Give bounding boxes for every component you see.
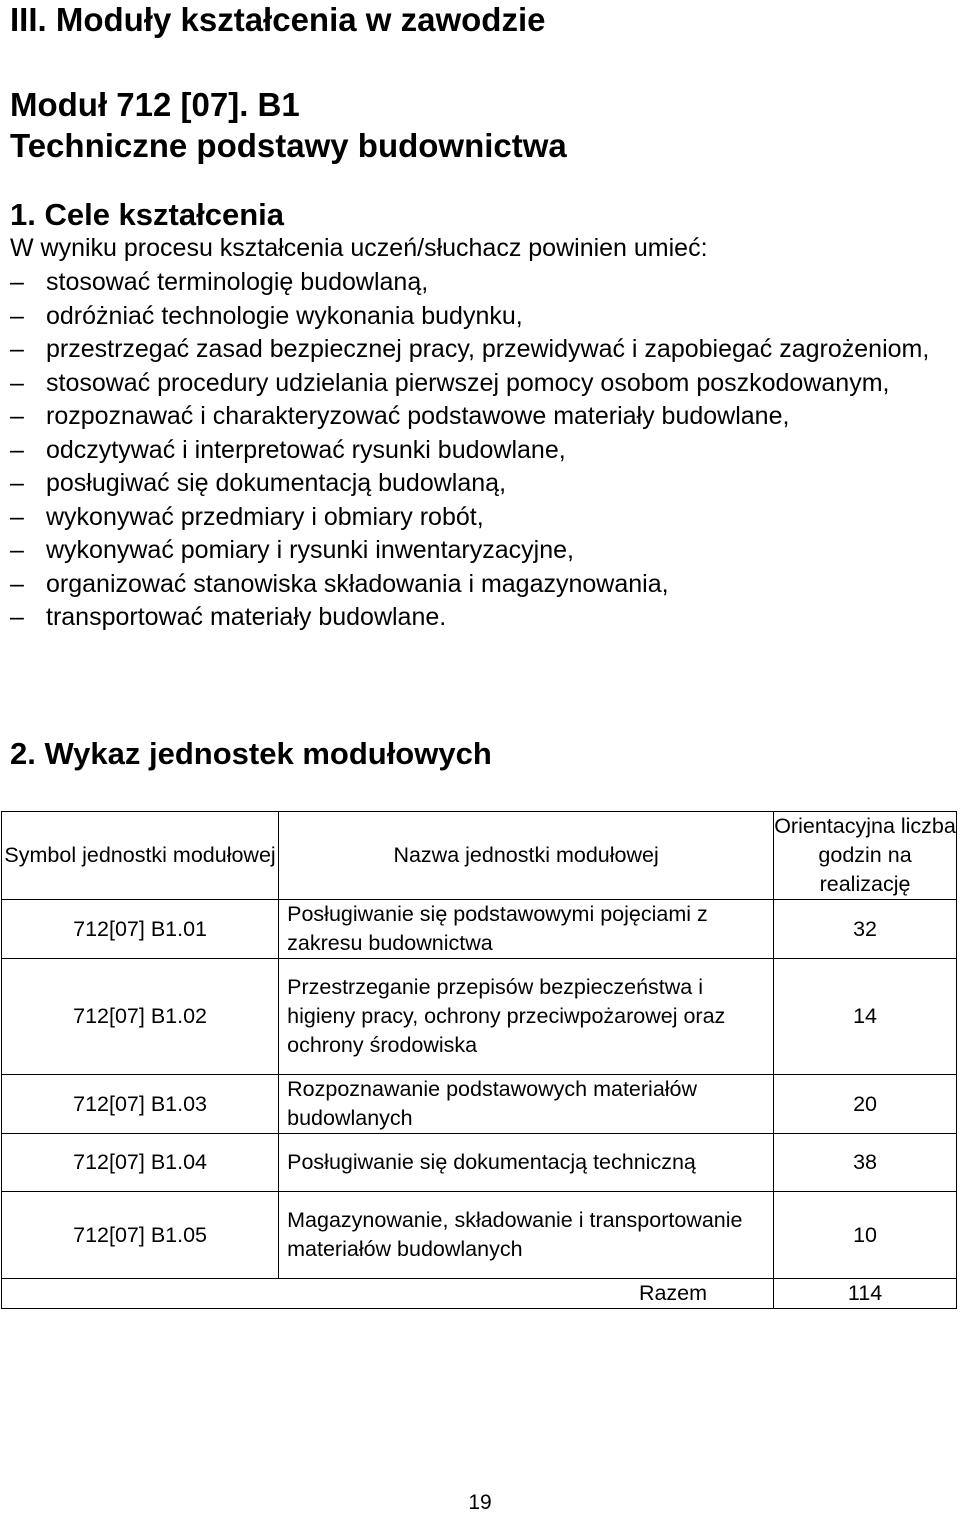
goal-text: transportować materiały budowlane. [46, 603, 447, 631]
table-row [2, 1192, 957, 1279]
table-header-row [2, 812, 957, 900]
section-heading-goals: 1. Cele kształcenia [10, 197, 284, 232]
unit-name: Magazynowanie, składowanie i transportowanie materiałów budowlanych [279, 1192, 774, 1279]
list-item [0, 367, 950, 401]
table-row [2, 1134, 957, 1192]
list-item [0, 534, 950, 568]
dash-bullet: – [10, 469, 24, 497]
goals-intro: W wyniku procesu kształcenia uczeń/słuchacz powinien umieć: [10, 234, 708, 262]
dash-bullet: – [10, 536, 24, 564]
page-number: 19 [468, 1491, 492, 1514]
unit-name: Posługiwanie się dokumentacją techniczną [279, 1134, 774, 1192]
unit-hours: 20 [774, 1075, 957, 1134]
table-row [2, 1075, 957, 1134]
unit-symbol: 712[07] B1.05 [2, 1192, 279, 1279]
goal-text: stosować terminologię budowlaną, [46, 268, 429, 296]
unit-name: Rozpoznawanie podstawowych materiałów budowlanych [279, 1075, 774, 1134]
goal-text: przestrzegać zasad bezpiecznej pracy, przewidywać i zapobiegać zagrożeniom, [46, 335, 930, 363]
goal-text: wykonywać przedmiary i obmiary robót, [46, 502, 484, 531]
unit-name: Posługiwanie się podstawowymi pojęciami z zakresu budownictwa [279, 900, 774, 959]
unit-symbol: 712[07] B1.03 [2, 1075, 279, 1134]
list-item [0, 467, 950, 501]
unit-hours: 10 [774, 1192, 957, 1279]
unit-hours: 14 [774, 959, 957, 1075]
dash-bullet: – [10, 603, 24, 631]
header-symbol: Symbol jednostki modułowej [2, 812, 279, 900]
dash-bullet: – [10, 335, 24, 363]
section-heading-units: 2. Wykaz jednostek modułowych [10, 736, 492, 771]
dash-bullet: – [10, 402, 24, 430]
goal-text: rozpoznawać i charakteryzować podstawowe materiały budowlane, [46, 402, 790, 430]
table-row [2, 959, 957, 1075]
goal-text: organizować stanowiska składowania i magazynowania, [46, 569, 669, 598]
goal-text: stosować procedury udzielania pierwszej pomocy osobom poszkodowanym, [46, 368, 890, 397]
module-code: Moduł 712 [07]. B1 [10, 86, 300, 123]
units-table [1, 811, 957, 1309]
total-label: Razem [279, 1279, 774, 1309]
list-item [0, 400, 950, 434]
module-name: Techniczne podstawy budownictwa [10, 127, 567, 164]
dash-bullet: – [10, 435, 24, 464]
table-row [2, 900, 957, 959]
dash-bullet: – [10, 502, 24, 531]
list-item [0, 333, 950, 367]
unit-hours: 32 [774, 900, 957, 959]
header-name: Nazwa jednostki modułowej [279, 812, 774, 900]
goal-text: odróżniać technologie wykonania budynku, [46, 301, 523, 330]
unit-symbol: 712[07] B1.02 [2, 959, 279, 1075]
dash-bullet: – [10, 268, 24, 296]
dash-bullet: – [10, 301, 24, 330]
unit-name: Przestrzeganie przepisów bezpieczeństwa i higieny pracy, ochrony przeciwpożarowej oraz ochrony środowiska [279, 959, 774, 1075]
header-hours: Orientacyjna liczba godzin na realizację [774, 812, 957, 900]
total-blank-cell [2, 1279, 279, 1309]
part-title: III. Moduły kształcenia w zawodzie [10, 1, 546, 38]
list-item [0, 300, 950, 334]
total-hours: 114 [774, 1279, 957, 1309]
list-item [0, 434, 950, 468]
goal-text: wykonywać pomiary i rysunki inwentaryzacyjne, [46, 536, 574, 564]
goal-text: posługiwać się dokumentacją budowlaną, [46, 469, 507, 497]
list-item [0, 266, 950, 300]
unit-symbol: 712[07] B1.01 [2, 900, 279, 959]
goal-text: odczytywać i interpretować rysunki budowlane, [46, 435, 566, 464]
unit-symbol: 712[07] B1.04 [2, 1134, 279, 1192]
list-item [0, 501, 950, 535]
goals-list [0, 266, 950, 635]
dash-bullet: – [10, 569, 24, 598]
list-item [0, 568, 950, 602]
dash-bullet: – [10, 368, 24, 397]
table-total-row [2, 1279, 957, 1309]
list-item [0, 601, 950, 635]
unit-hours: 38 [774, 1134, 957, 1192]
